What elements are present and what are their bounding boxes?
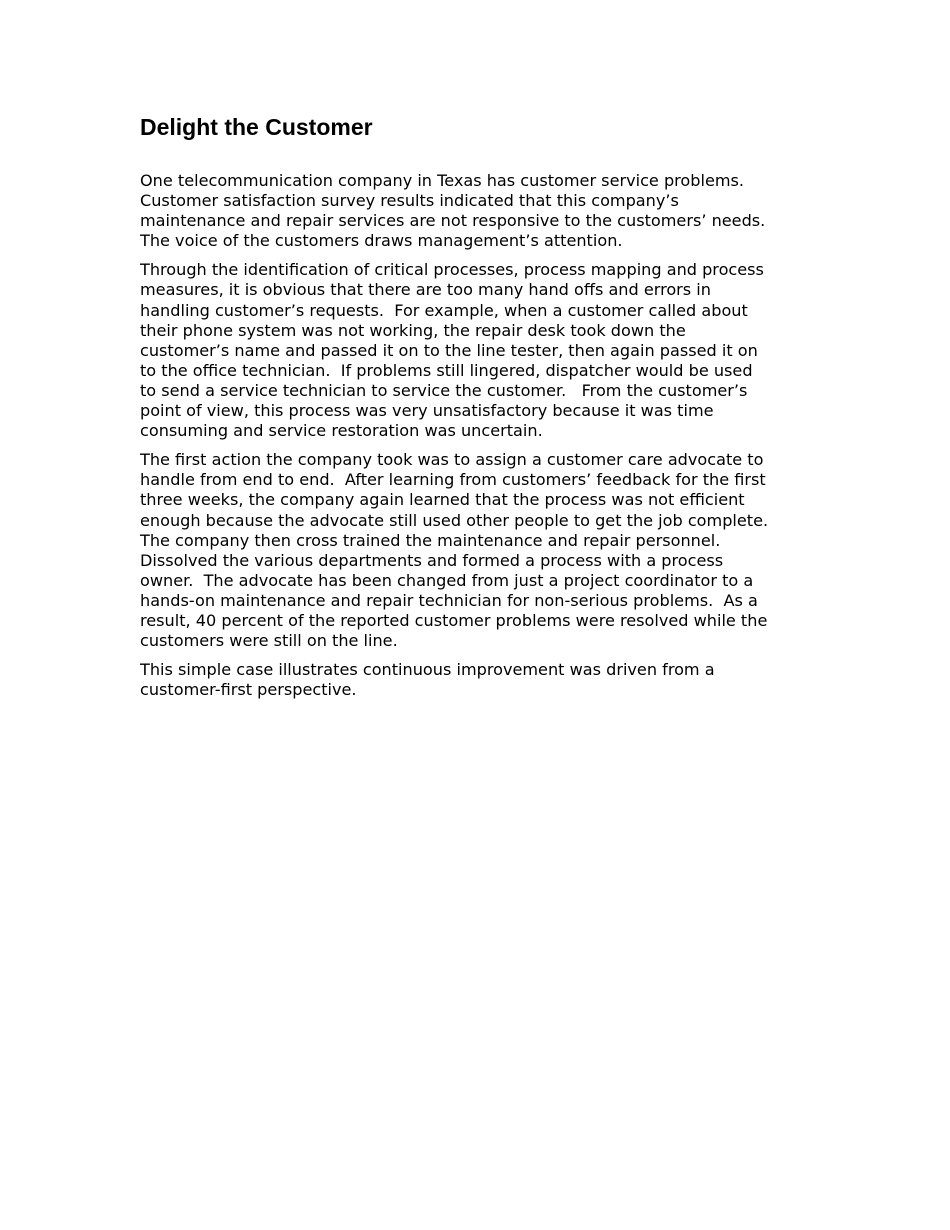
paragraph-first-action: The first action the company took was to assign a customer care advocate to handle from end to end. After learning from customers’ feedback for the first three weeks, the company again learned that the process was not efficient enough because the advocate still used other people to get the job complete. The company then cross trained the maintenance and repair personnel. Dissolved the various departments and formed a process with a process owner. The advocate has been changed from just a project coordinator to a hands-on maintenance and repair technician for non-serious problems. As a result, 40 percent of the reported customer problems were resolved while the customers were still on the line.: [140, 450, 769, 651]
document-body: [140, 113, 820, 709]
paragraph-conclusion: This simple case illustrates continuous improvement was driven from a customer-first perspective.: [140, 660, 715, 700]
document-title: Delight the Customer: [140, 114, 373, 140]
paragraph-intro: One telecommunication company in Texas has customer service problems. Customer satisfaction survey results indicated that this company’s maintenance and repair services are not responsive to the customers’ needs. The voice of the customers draws management’s attention.: [140, 171, 766, 251]
paragraph-process-analysis: Through the identification of critical processes, process mapping and process measures, it is obvious that there are too many hand offs and errors in handling customer’s requests. For example, when a customer called about their phone system was not working, the repair desk took down the customer’s name and passed it on to the line tester, then again passed it on to the office technician. If problems still lingered, dispatcher would be used to send a service technician to service the customer. From the customer’s point of view, this process was very unsatisfactory because it was time consuming and service restoration was uncertain.: [140, 260, 764, 441]
